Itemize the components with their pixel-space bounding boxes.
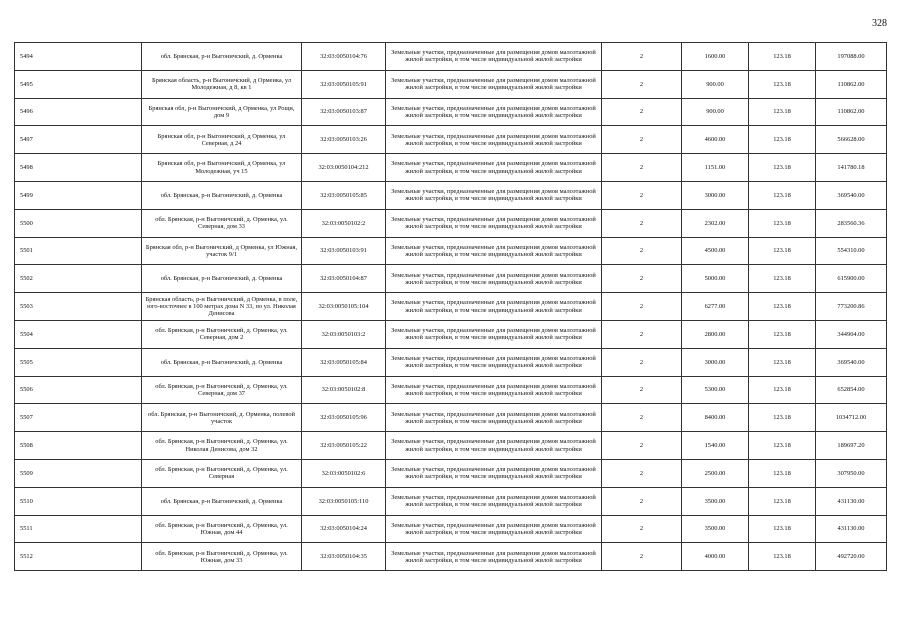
land-use-cell: Земельные участки, предназначенные для размещения домов малоэтажной жилой застройки, в том числе индивидуальной жилой застройки [386,487,602,515]
address-cell: обл. Брянская, р-н Выгоничский, д. Орменка [142,43,302,71]
address-cell: обл. Брянская, р-н Выгоничский, д. Орменка, ул. Северная, дом 37 [142,376,302,404]
cadastral-value-cell: 369540.00 [816,348,887,376]
group-code-cell: 2 [602,237,682,265]
cadastral-number-cell: 32:03:0050104:87 [302,265,386,293]
area-cell: 4500.00 [682,237,749,265]
table-row [15,543,887,571]
cadastral-number-cell: 32:03:0050104:76 [302,43,386,71]
cadastral-number-cell: 32:03:0050105:84 [302,348,386,376]
address-cell: обл. Брянская, р-н Выгоничский, д. Орменка, ул. Южная, дом 33 [142,543,302,571]
row-number-cell: 5504 [15,320,142,348]
land-use-cell: Земельные участки, предназначенные для размещения домов малоэтажной жилой застройки, в том числе индивидуальной жилой застройки [386,181,602,209]
area-cell: 6277.00 [682,293,749,321]
land-use-cell: Земельные участки, предназначенные для размещения домов малоэтажной жилой застройки, в том числе индивидуальной жилой застройки [386,154,602,182]
address-cell: обл. Брянская, р-н Выгоничский, д. Орменка, ул. Северная, дом 33 [142,209,302,237]
row-number-cell: 5506 [15,376,142,404]
land-use-cell: Земельные участки, предназначенные для размещения домов малоэтажной жилой застройки, в том числе индивидуальной жилой застройки [386,376,602,404]
row-number-cell: 5495 [15,70,142,98]
area-cell: 4600.00 [682,126,749,154]
address-cell: обл. Брянская, р-н Выгоничский, д. Орменка [142,348,302,376]
row-number-cell: 5501 [15,237,142,265]
group-code-cell: 2 [602,543,682,571]
group-code-cell: 2 [602,487,682,515]
cadastral-number-cell: 32:03:0050104:212 [302,154,386,182]
group-code-cell: 2 [602,126,682,154]
land-use-cell: Земельные участки, предназначенные для размещения домов малоэтажной жилой застройки, в том числе индивидуальной жилой застройки [386,237,602,265]
table-row [15,320,887,348]
address-cell: Брянская обл, р-н Выгоничский, д Орменка, ул Северная, д 24 [142,126,302,154]
cadastral-value-cell: 431130.00 [816,487,887,515]
row-number-cell: 5502 [15,265,142,293]
row-number-cell: 5510 [15,487,142,515]
group-code-cell: 2 [602,154,682,182]
specific-value-cell: 123.18 [749,293,816,321]
group-code-cell: 2 [602,209,682,237]
address-cell: обл. Брянская, р-н Выгоничский, д. Орменка, ул. Николая Денисова, дом 32 [142,432,302,460]
cadastral-value-cell: 431130.00 [816,515,887,543]
group-code-cell: 2 [602,459,682,487]
group-code-cell: 2 [602,432,682,460]
group-code-cell: 2 [602,98,682,126]
group-code-cell: 2 [602,376,682,404]
area-cell: 900.00 [682,70,749,98]
specific-value-cell: 123.18 [749,459,816,487]
specific-value-cell: 123.18 [749,348,816,376]
group-code-cell: 2 [602,43,682,71]
cadastral-number-cell: 32:03:0050104:35 [302,543,386,571]
area-cell: 8400.00 [682,404,749,432]
cadastral-number-cell: 32:03:0050105:85 [302,181,386,209]
cadastral-number-cell: 32:03:0050105:96 [302,404,386,432]
area-cell: 3000.00 [682,181,749,209]
table-row [15,209,887,237]
cadastral-value-cell: 344904.00 [816,320,887,348]
specific-value-cell: 123.18 [749,209,816,237]
land-use-cell: Земельные участки, предназначенные для размещения домов малоэтажной жилой застройки, в том числе индивидуальной жилой застройки [386,70,602,98]
address-cell: Брянская область, р-н Выгоничский, д Орменка, в поле, юго-восточнее в 100 метрах дома N 33, по ул. Николая Денисова [142,293,302,321]
specific-value-cell: 123.18 [749,487,816,515]
cadastral-value-cell: 492720.00 [816,543,887,571]
land-use-cell: Земельные участки, предназначенные для размещения домов малоэтажной жилой застройки, в том числе индивидуальной жилой застройки [386,459,602,487]
cadastral-number-cell: 32:03:0050105:110 [302,487,386,515]
cadastral-value-cell: 283560.36 [816,209,887,237]
address-cell: обл. Брянская, р-н Выгоничский, д. Орменка, ул. Южная, дом 44 [142,515,302,543]
area-cell: 4000.00 [682,543,749,571]
specific-value-cell: 123.18 [749,70,816,98]
land-use-cell: Земельные участки, предназначенные для размещения домов малоэтажной жилой застройки, в том числе индивидуальной жилой застройки [386,348,602,376]
table-row [15,43,887,71]
area-cell: 3500.00 [682,515,749,543]
cadastral-value-cell: 566628.00 [816,126,887,154]
address-cell: обл. Брянская, р-н Выгоничский, д. Орменка [142,181,302,209]
area-cell: 3000.00 [682,348,749,376]
specific-value-cell: 123.18 [749,376,816,404]
table-row [15,70,887,98]
row-number-cell: 5505 [15,348,142,376]
cadastral-number-cell: 32:03:0050102:6 [302,459,386,487]
table-row [15,404,887,432]
address-cell: обл. Брянская, р-н Выгоничский, д. Орменка, полевой участок [142,404,302,432]
cadastral-number-cell: 32:03:0050105:91 [302,70,386,98]
land-use-cell: Земельные участки, предназначенные для размещения домов малоэтажной жилой застройки, в том числе индивидуальной жилой застройки [386,265,602,293]
row-number-cell: 5511 [15,515,142,543]
group-code-cell: 2 [602,293,682,321]
area-cell: 5000.00 [682,265,749,293]
group-code-cell: 2 [602,265,682,293]
table-row [15,459,887,487]
table-row [15,515,887,543]
row-number-cell: 5496 [15,98,142,126]
land-use-cell: Земельные участки, предназначенные для размещения домов малоэтажной жилой застройки, в том числе индивидуальной жилой застройки [386,126,602,154]
cadastral-value-cell: 197088.00 [816,43,887,71]
address-cell: Брянская обл, р-н Выгоничский, д Орменка, ул Молодежная, уч 15 [142,154,302,182]
specific-value-cell: 123.18 [749,43,816,71]
group-code-cell: 2 [602,348,682,376]
cadastral-value-cell: 369540.00 [816,181,887,209]
cadastral-value-cell: 141780.18 [816,154,887,182]
area-cell: 2800.00 [682,320,749,348]
address-cell: Брянская обл, р-н Выгоничский, д Орменка, ул Рощи, дом 9 [142,98,302,126]
table-row [15,487,887,515]
area-cell: 2500.00 [682,459,749,487]
specific-value-cell: 123.18 [749,404,816,432]
land-use-cell: Земельные участки, предназначенные для размещения домов малоэтажной жилой застройки, в том числе индивидуальной жилой застройки [386,515,602,543]
row-number-cell: 5503 [15,293,142,321]
address-cell: Брянская обл, р-н Выгоничский, д Орменка, ул Южная, участок 9/1 [142,237,302,265]
specific-value-cell: 123.18 [749,515,816,543]
cadastral-number-cell: 32:03:0050103:87 [302,98,386,126]
row-number-cell: 5497 [15,126,142,154]
cadastral-number-cell: 32:03:0050104:24 [302,515,386,543]
row-number-cell: 5500 [15,209,142,237]
area-cell: 1600.00 [682,43,749,71]
table-row [15,126,887,154]
address-cell: обл. Брянская, р-н Выгоничский, д. Орменка, ул. Северная, дом 2 [142,320,302,348]
cadastral-value-cell: 1034712.00 [816,404,887,432]
cadastral-value-cell: 615900.00 [816,265,887,293]
address-cell: обл. Брянская, р-н Выгоничский, д. Орменка [142,487,302,515]
area-cell: 1151.00 [682,154,749,182]
row-number-cell: 5498 [15,154,142,182]
area-cell: 3500.00 [682,487,749,515]
land-use-cell: Земельные участки, предназначенные для размещения домов малоэтажной жилой застройки, в том числе индивидуальной жилой застройки [386,98,602,126]
area-cell: 2302.00 [682,209,749,237]
specific-value-cell: 123.18 [749,543,816,571]
address-cell: обл. Брянская, р-н Выгоничский, д. Орменка, ул. Северная [142,459,302,487]
cadastral-value-cell: 554310.00 [816,237,887,265]
group-code-cell: 2 [602,70,682,98]
specific-value-cell: 123.18 [749,98,816,126]
land-use-cell: Земельные участки, предназначенные для размещения домов малоэтажной жилой застройки, в том числе индивидуальной жилой застройки [386,404,602,432]
specific-value-cell: 123.18 [749,320,816,348]
specific-value-cell: 123.18 [749,237,816,265]
specific-value-cell: 123.18 [749,432,816,460]
table-body [15,43,887,571]
row-number-cell: 5507 [15,404,142,432]
page-number: 328 [872,18,887,29]
specific-value-cell: 123.18 [749,154,816,182]
table-row [15,154,887,182]
area-cell: 900.00 [682,98,749,126]
area-cell: 1540.00 [682,432,749,460]
specific-value-cell: 123.18 [749,126,816,154]
table-row [15,432,887,460]
land-use-cell: Земельные участки, предназначенные для размещения домов малоэтажной жилой застройки, в том числе индивидуальной жилой застройки [386,543,602,571]
row-number-cell: 5509 [15,459,142,487]
row-number-cell: 5499 [15,181,142,209]
group-code-cell: 2 [602,404,682,432]
cadastral-value-cell: 110862.00 [816,98,887,126]
area-cell: 5300.00 [682,376,749,404]
cadastral-value-cell: 773200.86 [816,293,887,321]
group-code-cell: 2 [602,181,682,209]
cadastral-number-cell: 32:03:0050103:2 [302,320,386,348]
cadastral-value-cell: 307950.00 [816,459,887,487]
row-number-cell: 5494 [15,43,142,71]
land-use-cell: Земельные участки, предназначенные для размещения домов малоэтажной жилой застройки, в том числе индивидуальной жилой застройки [386,432,602,460]
cadastral-number-cell: 32:03:0050105:104 [302,293,386,321]
group-code-cell: 2 [602,320,682,348]
land-use-cell: Земельные участки, предназначенные для размещения домов малоэтажной жилой застройки, в том числе индивидуальной жилой застройки [386,43,602,71]
cadastral-number-cell: 32:03:0050105:22 [302,432,386,460]
cadastral-number-cell: 32:03:0050102:8 [302,376,386,404]
row-number-cell: 5508 [15,432,142,460]
group-code-cell: 2 [602,515,682,543]
cadastral-number-cell: 32:03:0050103:26 [302,126,386,154]
table-row [15,348,887,376]
land-use-cell: Земельные участки, предназначенные для размещения домов малоэтажной жилой застройки, в том числе индивидуальной жилой застройки [386,293,602,321]
row-number-cell: 5512 [15,543,142,571]
specific-value-cell: 123.18 [749,181,816,209]
table-row [15,376,887,404]
land-valuation-table [14,42,887,571]
cadastral-number-cell: 32:03:0050103:91 [302,237,386,265]
table-row [15,265,887,293]
address-cell: Брянская область, р-н Выгоничский, д Орменка, ул Молодежная, д 8, кв 1 [142,70,302,98]
land-use-cell: Земельные участки, предназначенные для размещения домов малоэтажной жилой застройки, в том числе индивидуальной жилой застройки [386,209,602,237]
cadastral-value-cell: 189697.20 [816,432,887,460]
specific-value-cell: 123.18 [749,265,816,293]
cadastral-value-cell: 652854.00 [816,376,887,404]
table-row [15,181,887,209]
land-use-cell: Земельные участки, предназначенные для размещения домов малоэтажной жилой застройки, в том числе индивидуальной жилой застройки [386,320,602,348]
table-row [15,293,887,321]
cadastral-number-cell: 32:03:0050102:2 [302,209,386,237]
table-row [15,98,887,126]
table-row [15,237,887,265]
cadastral-value-cell: 110862.00 [816,70,887,98]
address-cell: обл. Брянская, р-н Выгоничский, д. Орменка [142,265,302,293]
